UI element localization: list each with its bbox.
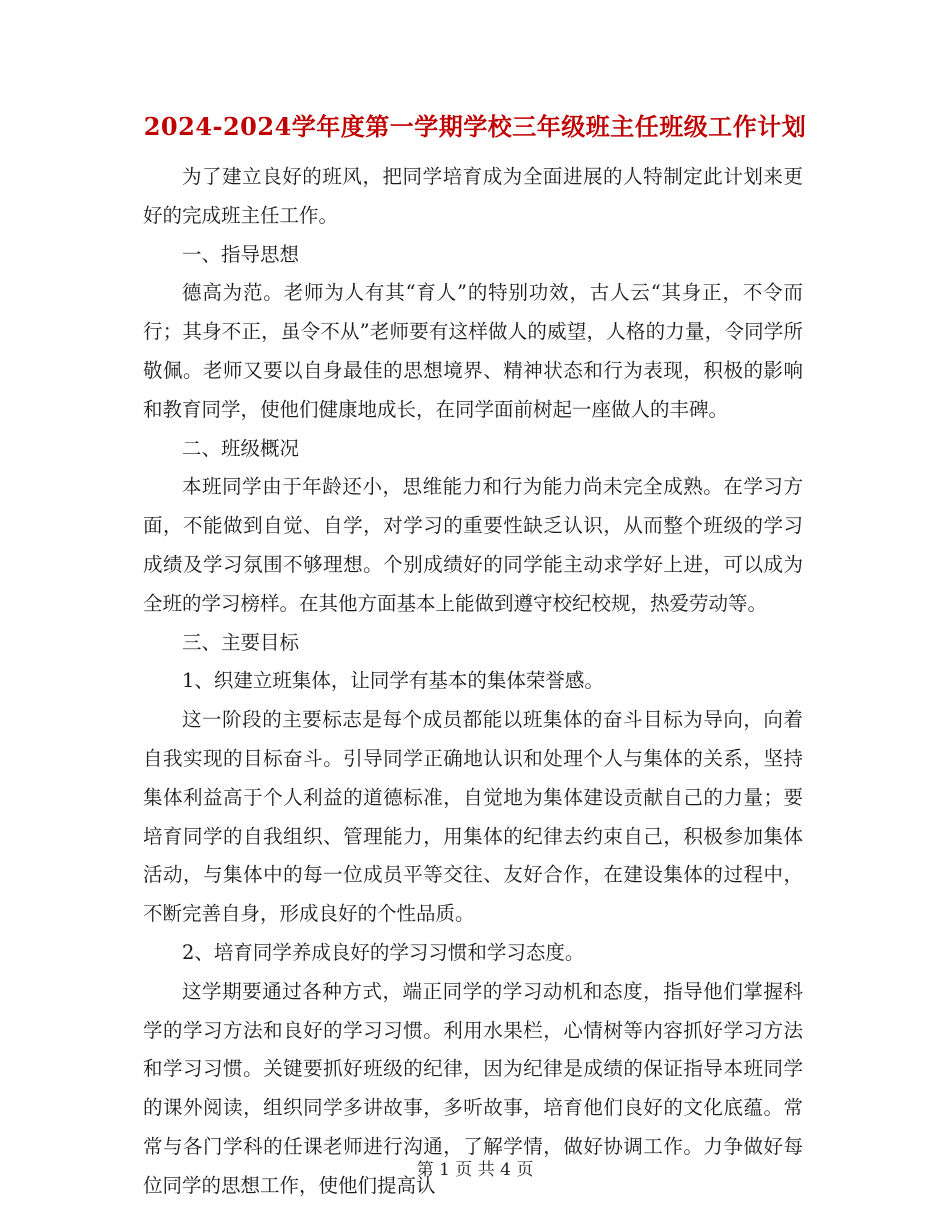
section-heading-3: 三、主要目标 [182, 630, 300, 654]
paragraph-guiding-thought: 德高为范。老师为人有其“育人”的特别功效，古人云“其身正，不令而行；其身不正，虽令不从”老师要有这样做人的威望，人格的力量，令同学所敬佩。老师又要以自身最佳的思想境界、精神状态和行为表现，积极的影响和教育同学，使他们健康地成长，在同学面前树起一座做人的丰碑。 [143, 281, 803, 421]
section-heading-1: 一、指导思想 [182, 242, 300, 266]
document-title: 2024-2024学年度第一学期学校三年级班主任班级工作计划 [143, 112, 807, 141]
page-footer: 第 1 页 共 4 页 [416, 1160, 534, 1180]
paragraph-goal-2: 这学期要通过各种方式，端正同学的学习动机和态度，指导他们掌握科学的学习方法和良好的学习习惯。利用水果栏，心情树等内容抓好学习方法和学习习惯。关键要抓好班级的纪律，因为纪律是成绩的保证指导本班同学的课外阅读，组织同学多讲故事，多听故事，培育他们良好的文化底蕴。常常与各门学科的任课老师进行沟通，了解学情，做好协调工作。力争做好每位同学的思想工作，使他们提高认 [143, 979, 803, 1197]
goal-1-heading: 1、织建立班集体，让同学有基本的集体荣誉感。 [182, 669, 604, 693]
paragraph-class-overview: 本班同学由于年龄还小，思维能力和行为能力尚未完全成熟。在学习方面，不能做到自觉、自学，对学习的重要性缺乏认识，从而整个班级的学习成绩及学习氛围不够理想。个别成绩好的同学能主动求学好上进，可以成为全班的学习榜样。在其他方面基本上能做到遵守校纪校规，热爱劳动等。 [143, 475, 803, 615]
goal-2-heading: 2、培育同学养成良好的学习习惯和学习态度。 [182, 940, 585, 964]
document-body [143, 158, 803, 1206]
paragraph-intro: 为了建立良好的班风，把同学培育成为全面进展的人特制定此计划来更好的完成班主任工作。 [143, 165, 803, 227]
section-heading-2: 二、班级概况 [182, 436, 300, 460]
paragraph-goal-1: 这一阶段的主要标志是每个成员都能以班集体的奋斗目标为导向，向着自我实现的目标奋斗。引导同学正确地认识和处理个人与集体的关系，坚持集体利益高于个人利益的道德标准，自觉地为集体建设贡献自己的力量；要培育同学的自我组织、管理能力，用集体的纪律去约束自己，积极参加集体活动，与集体中的每一位成员平等交往、友好合作，在建设集体的过程中，不断完善自身，形成良好的个性品质。 [143, 708, 803, 926]
